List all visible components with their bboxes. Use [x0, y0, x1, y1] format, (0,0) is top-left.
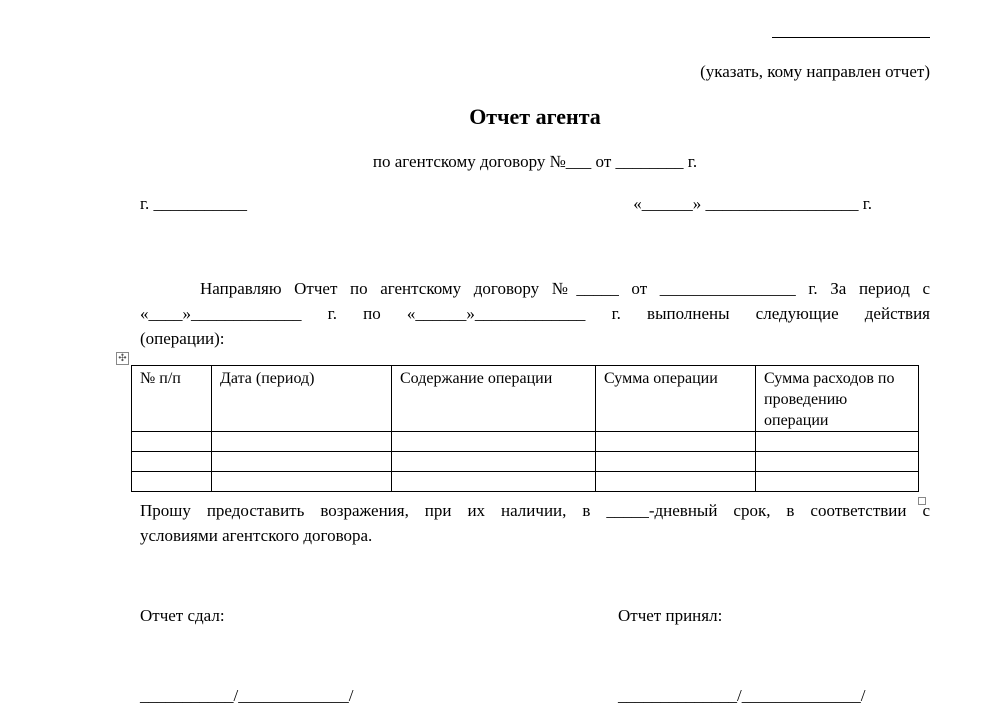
- request-line-2: условиями агентского договора.: [140, 526, 373, 545]
- table-cell[interactable]: [596, 432, 756, 452]
- table-cell[interactable]: [392, 452, 596, 472]
- request-line-1: Прошу предоставить возражения, при их наличии, в _____-дневный срок, в соответствии с: [140, 501, 930, 520]
- table-row: [132, 452, 919, 472]
- body-line-2: «____»_____________ г. по «______»_____________ г. выполнены следующие действия: [140, 304, 930, 323]
- addressee-note: (указать, кому направлен отчет): [700, 62, 930, 81]
- operations-table: [131, 365, 919, 492]
- table-cell[interactable]: [392, 472, 596, 492]
- document-subtitle: по агентскому договору №___ от ________ г.: [372, 152, 698, 171]
- document-title: Отчет агента: [469, 104, 601, 129]
- body-paragraph: [140, 276, 930, 351]
- request-paragraph: [140, 498, 930, 548]
- move-icon[interactable]: ✣: [116, 352, 129, 365]
- table-cell[interactable]: [212, 452, 392, 472]
- body-line-3: (операции):: [140, 329, 225, 348]
- handed-over-label: Отчет сдал:: [140, 606, 225, 625]
- column-header-date[interactable]: Дата (период): [212, 366, 392, 432]
- table-cell[interactable]: [756, 432, 919, 452]
- table-cell[interactable]: [212, 472, 392, 492]
- column-header-content[interactable]: Содержание операции: [392, 366, 596, 432]
- table-cell[interactable]: [756, 452, 919, 472]
- table-row: [132, 432, 919, 452]
- table-cell[interactable]: [392, 432, 596, 452]
- table-cell[interactable]: [132, 432, 212, 452]
- table-cell[interactable]: [596, 472, 756, 492]
- table-cell[interactable]: [596, 452, 756, 472]
- table-row: [132, 472, 919, 492]
- table-cell[interactable]: [756, 472, 919, 492]
- table-cell[interactable]: [132, 472, 212, 492]
- column-header-amount[interactable]: Сумма операции: [596, 366, 756, 432]
- table-cell[interactable]: [212, 432, 392, 452]
- handed-over-signature-line: ___________/_____________/: [140, 686, 354, 705]
- accepted-signature-line: ______________/______________/: [618, 686, 866, 705]
- body-line-1: [140, 276, 930, 301]
- addressee-blank-line: [772, 37, 930, 38]
- column-header-expenses[interactable]: Сумма расходов по проведению операции: [756, 366, 919, 432]
- date-field: «______» __________________ г.: [633, 194, 872, 213]
- column-header-number[interactable]: № п/п: [132, 366, 212, 432]
- accepted-label: Отчет принял:: [618, 606, 723, 625]
- table-header-row: [132, 366, 919, 432]
- table-cell[interactable]: [132, 452, 212, 472]
- body-line-1-text: Направляю Отчет по агентскому договору №_____ от ________________ г. За период с: [200, 279, 930, 298]
- city-field: г. ___________: [140, 194, 248, 213]
